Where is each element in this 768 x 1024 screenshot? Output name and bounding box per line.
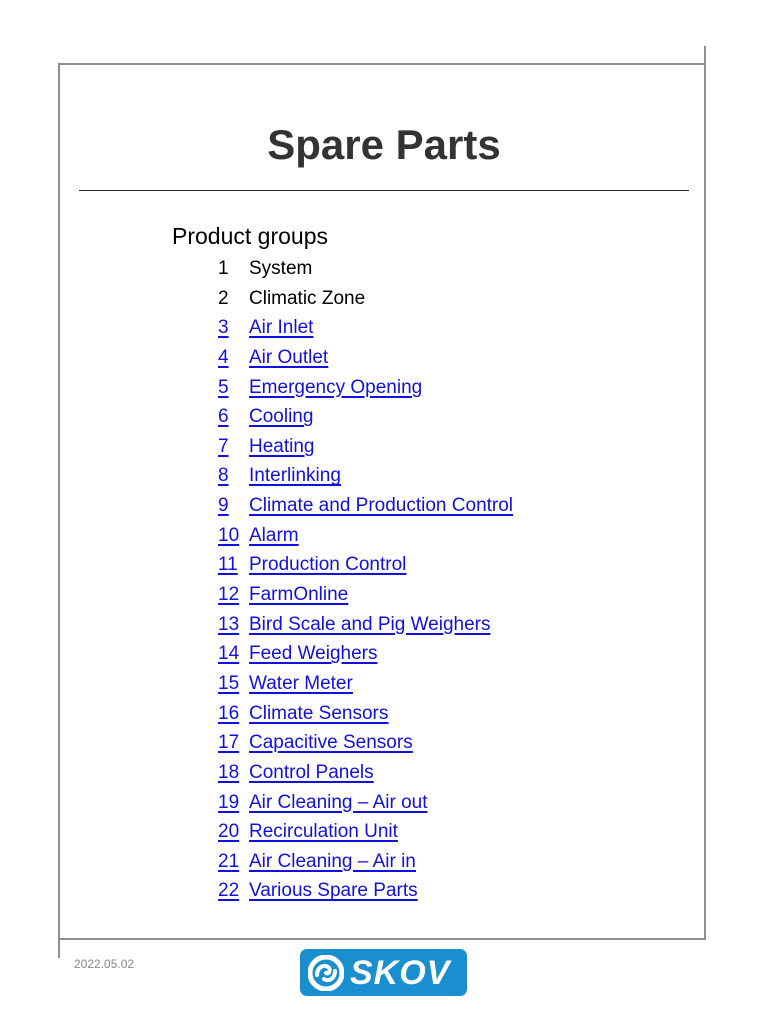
- product-group-link[interactable]: [218, 465, 341, 486]
- product-group-number: 3: [218, 317, 229, 339]
- product-group-link[interactable]: [218, 673, 353, 694]
- product-group-number: 11: [218, 554, 238, 576]
- product-group-label: Bird Scale and Pig Weighers: [249, 613, 491, 635]
- product-group-label: Capacitive Sensors: [249, 732, 413, 754]
- product-group-item: [218, 254, 513, 284]
- product-group-label: Air Inlet: [249, 317, 314, 339]
- product-group-link[interactable]: [218, 406, 313, 427]
- product-group-item: [218, 284, 513, 314]
- product-group-item[interactable]: [218, 758, 513, 788]
- product-group-number: 14: [218, 643, 240, 665]
- product-group-number: 19: [218, 791, 240, 813]
- product-group-number: 7: [218, 435, 229, 457]
- product-group-number: 18: [218, 761, 240, 783]
- product-group-number: 16: [218, 702, 240, 724]
- product-group-link[interactable]: [218, 703, 388, 724]
- product-group-link[interactable]: [218, 525, 299, 546]
- product-group-label: Cooling: [249, 406, 314, 428]
- skov-logo: [300, 949, 467, 996]
- product-group-item[interactable]: [218, 580, 513, 610]
- product-group-item[interactable]: [218, 373, 513, 403]
- skov-logo-icon: [308, 955, 344, 991]
- product-group-label: Recirculation Unit: [249, 821, 398, 843]
- product-group-label: Climatic Zone: [249, 287, 366, 309]
- product-group-link[interactable]: [218, 821, 398, 842]
- product-group-number: 17: [218, 732, 240, 754]
- product-group-label: Control Panels: [249, 761, 374, 783]
- product-group-link[interactable]: [218, 851, 416, 872]
- product-group-number: 8: [218, 465, 229, 487]
- product-group-link[interactable]: [218, 732, 413, 753]
- product-group-label: System: [249, 258, 313, 279]
- product-group-label: Heating: [249, 435, 315, 457]
- product-group-link[interactable]: [218, 377, 422, 398]
- product-group-number: 12: [218, 584, 240, 606]
- product-group-item[interactable]: [218, 402, 513, 432]
- product-group-number: 4: [218, 346, 229, 368]
- product-group-item[interactable]: [218, 876, 513, 906]
- product-group-link[interactable]: [218, 762, 374, 783]
- product-group-item[interactable]: [218, 669, 513, 699]
- product-group-label: Emergency Opening: [249, 376, 423, 398]
- product-group-item[interactable]: [218, 610, 513, 640]
- product-group-item[interactable]: [218, 432, 513, 462]
- skov-logo-text: SKOV: [350, 954, 451, 992]
- product-group-item[interactable]: [218, 521, 513, 551]
- product-groups-list: [218, 254, 513, 906]
- product-group-label: Air Outlet: [249, 346, 329, 368]
- product-group-label: Air Cleaning – Air in: [249, 850, 416, 872]
- product-group-item[interactable]: [218, 343, 513, 373]
- title-divider: [79, 190, 689, 191]
- product-group-label: Various Spare Parts: [249, 880, 418, 902]
- product-group-link[interactable]: [218, 643, 378, 664]
- product-group-link[interactable]: [218, 614, 491, 635]
- product-group-item[interactable]: [218, 847, 513, 877]
- product-group-label: Feed Weighers: [249, 643, 378, 665]
- product-group-item[interactable]: [218, 491, 513, 521]
- product-group-link[interactable]: [218, 880, 418, 901]
- product-group-number: 5: [218, 376, 229, 398]
- product-group-item[interactable]: [218, 461, 513, 491]
- product-group-number: 2: [218, 287, 229, 309]
- section-heading: Product groups: [172, 223, 328, 249]
- product-group-number: 13: [218, 613, 240, 635]
- product-group-number: 21: [218, 850, 240, 872]
- product-group-number: 10: [218, 524, 240, 546]
- page-title: Spare Parts: [267, 121, 501, 168]
- product-group-link[interactable]: [218, 347, 328, 368]
- product-group-label: Climate and Production Control: [249, 495, 514, 517]
- product-group-number: 1: [218, 258, 229, 279]
- product-group-item[interactable]: [218, 639, 513, 669]
- product-group-link[interactable]: [218, 584, 348, 605]
- product-group-link[interactable]: [218, 495, 513, 516]
- product-group-label: Production Control: [249, 554, 407, 576]
- frame-corner-mark-bottom: [58, 940, 60, 958]
- product-group-link[interactable]: [218, 436, 315, 457]
- product-group-link[interactable]: [218, 554, 406, 575]
- product-group-label: FarmOnline: [249, 584, 349, 606]
- product-group-label: Climate Sensors: [249, 702, 389, 724]
- product-group-number: 6: [218, 406, 229, 428]
- product-group-label: Interlinking: [249, 465, 341, 487]
- product-group-label: Air Cleaning – Air out: [249, 791, 428, 813]
- product-group-link[interactable]: [218, 317, 313, 338]
- product-group-item[interactable]: [218, 313, 513, 343]
- product-group-label: Alarm: [249, 524, 299, 546]
- product-group-link[interactable]: [218, 792, 428, 813]
- document-date: 2022.05.02: [74, 957, 135, 971]
- product-group-item[interactable]: [218, 817, 513, 847]
- product-group-item[interactable]: [218, 699, 513, 729]
- product-group-item[interactable]: [218, 788, 513, 818]
- product-group-number: 20: [218, 821, 240, 843]
- product-group-item[interactable]: [218, 728, 513, 758]
- product-group-number: 22: [218, 880, 240, 902]
- product-group-number: 15: [218, 672, 240, 694]
- product-group-label: Water Meter: [249, 672, 353, 694]
- product-group-number: 9: [218, 495, 229, 517]
- product-group-item[interactable]: [218, 550, 513, 580]
- frame-corner-mark-top: [704, 46, 706, 64]
